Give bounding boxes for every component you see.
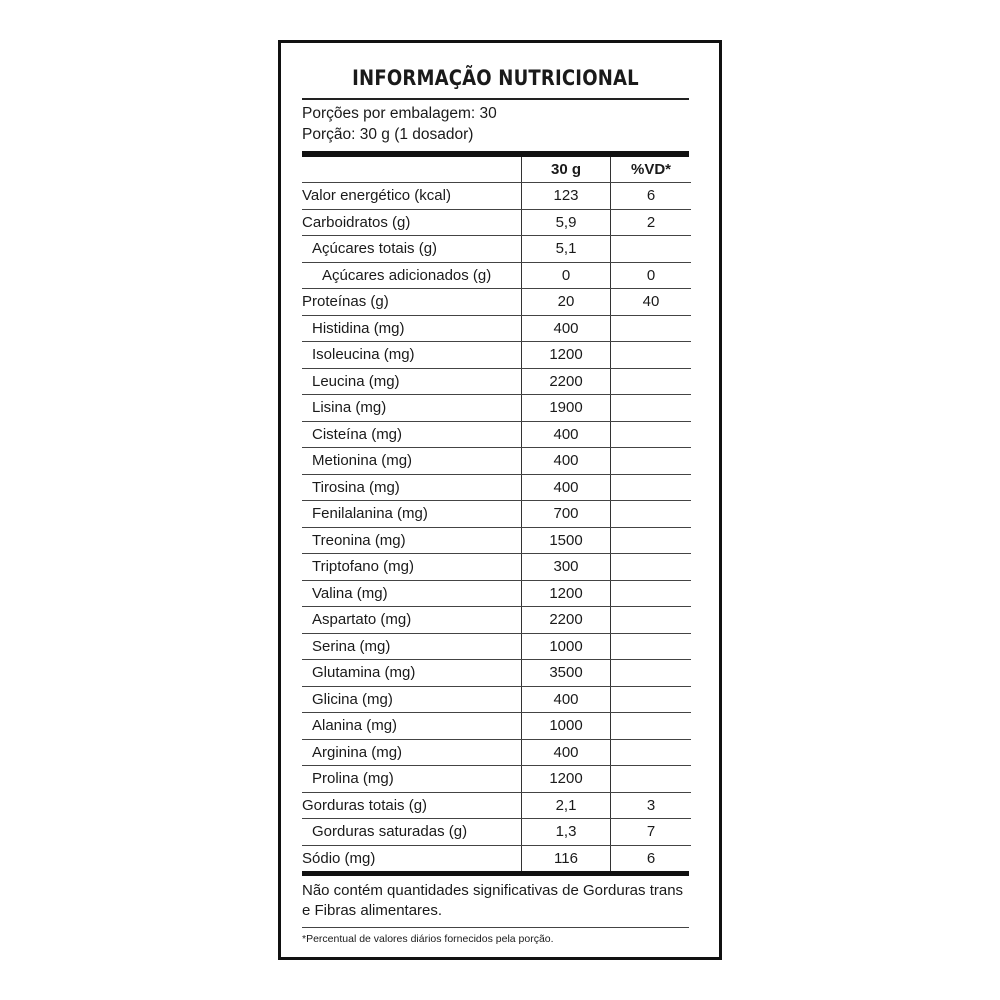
serving-info — [302, 100, 689, 151]
table-row — [302, 792, 691, 819]
nutrient-amount: 1200 — [522, 766, 611, 793]
table-row — [302, 766, 691, 793]
nutrient-name: Isoleucina (mg) — [302, 342, 522, 369]
nutrient-name: Serina (mg) — [302, 633, 522, 660]
nutrient-name: Cisteína (mg) — [302, 421, 522, 448]
nutrient-amount: 2200 — [522, 607, 611, 634]
title-row — [302, 58, 689, 100]
nutrient-amount: 1200 — [522, 342, 611, 369]
nutrient-dv — [611, 713, 692, 740]
nutrient-name: Glicina (mg) — [302, 686, 522, 713]
nutrient-amount: 1000 — [522, 713, 611, 740]
nutrient-name: Tirosina (mg) — [302, 474, 522, 501]
not-significant-note: Não contém quantidades significativas de Gorduras trans e Fibras alimentares. — [302, 876, 689, 928]
nutrient-dv — [611, 448, 692, 475]
nutrient-amount: 0 — [522, 262, 611, 289]
nutrient-dv — [611, 421, 692, 448]
table-row — [302, 554, 691, 581]
nutrient-dv — [611, 660, 692, 687]
nutrient-dv — [611, 315, 692, 342]
nutrient-name: Açúcares totais (g) — [302, 236, 522, 263]
nutrient-name: Leucina (mg) — [302, 368, 522, 395]
nutrient-name: Sódio (mg) — [302, 849, 376, 867]
nutrient-amount: 5,1 — [522, 236, 611, 263]
table-row — [302, 527, 691, 554]
nutrient-name: Proteínas (g) — [302, 289, 522, 316]
table-row — [302, 421, 691, 448]
nutrient-dv — [611, 633, 692, 660]
nutrient-dv: 6 — [646, 849, 656, 867]
table-row — [302, 580, 691, 607]
column-header-dv: %VD* — [611, 157, 692, 183]
nutrient-dv — [611, 607, 692, 634]
nutrient-dv: 0 — [611, 262, 692, 289]
nutrient-amount: 5,9 — [522, 209, 611, 236]
table-row — [302, 501, 691, 528]
nutrient-dv — [611, 766, 692, 793]
nutrient-amount: 116 — [522, 845, 611, 871]
nutrient-name: Glutamina (mg) — [302, 660, 522, 687]
nutrient-name: Triptofano (mg) — [302, 554, 522, 581]
nutrient-dv — [611, 527, 692, 554]
nutrient-amount: 1500 — [522, 527, 611, 554]
table-row — [302, 739, 691, 766]
table-row — [302, 395, 691, 422]
nutrient-name: Açúcares adicionados (g) — [302, 262, 522, 289]
nutrient-amount: 1,3 — [522, 819, 611, 846]
nutrient-dv — [611, 342, 692, 369]
nutrient-dv — [611, 739, 692, 766]
table-header-row — [302, 157, 691, 183]
nutrient-amount: 700 — [522, 501, 611, 528]
nutrient-amount: 400 — [522, 315, 611, 342]
nutrient-dv — [611, 686, 692, 713]
nutrient-amount: 400 — [522, 421, 611, 448]
table-row — [302, 448, 691, 475]
nutrient-amount: 400 — [522, 739, 611, 766]
nutrient-dv — [611, 474, 692, 501]
table-row — [302, 819, 691, 846]
nutrient-name: Aspartato (mg) — [302, 607, 522, 634]
nutrient-dv — [611, 395, 692, 422]
nutrient-name: Arginina (mg) — [302, 739, 522, 766]
nutrient-name: Carboidratos (g) — [302, 209, 522, 236]
table-row — [302, 209, 691, 236]
nutrient-amount: 2200 — [522, 368, 611, 395]
nutrient-amount: 400 — [522, 686, 611, 713]
table-row — [302, 713, 691, 740]
nutrition-label — [278, 40, 722, 960]
nutrient-dv — [611, 368, 692, 395]
label-title: INFORMAÇÃO NUTRICIONAL — [352, 66, 639, 90]
table-row — [302, 633, 691, 660]
nutrient-name: Fenilalanina (mg) — [302, 501, 522, 528]
nutrient-dv: 6 — [611, 183, 692, 210]
nutrient-name: Gorduras saturadas (g) — [302, 819, 522, 846]
nutrient-dv — [611, 501, 692, 528]
nutrient-amount: 1000 — [522, 633, 611, 660]
nutrient-amount: 1200 — [522, 580, 611, 607]
nutrient-name: Prolina (mg) — [302, 766, 522, 793]
table-row — [302, 660, 691, 687]
serving-size: Porção: 30 g (1 dosador) — [302, 126, 474, 143]
nutrient-dv: 3 — [611, 792, 692, 819]
table-row — [302, 315, 691, 342]
table-row — [302, 368, 691, 395]
table-row — [302, 289, 691, 316]
nutrient-name: Valina (mg) — [302, 580, 522, 607]
table-row — [302, 342, 691, 369]
nutrient-dv: 40 — [611, 289, 692, 316]
nutrient-dv: 7 — [611, 819, 692, 846]
nutrient-amount: 123 — [522, 183, 611, 210]
nutrient-amount: 400 — [522, 448, 611, 475]
nutrition-label-content — [302, 58, 689, 945]
nutrient-name: Histidina (mg) — [302, 315, 522, 342]
nutrient-dv — [611, 236, 692, 263]
header-blank — [302, 157, 522, 183]
nutrient-table — [302, 157, 691, 871]
nutrient-amount: 20 — [522, 289, 611, 316]
nutrient-amount: 400 — [522, 474, 611, 501]
nutrient-name: Metionina (mg) — [302, 448, 522, 475]
nutrient-dv: 2 — [611, 209, 692, 236]
table-row — [302, 236, 691, 263]
table-row — [302, 262, 691, 289]
nutrient-amount: 3500 — [522, 660, 611, 687]
column-header-amount: 30 g — [522, 157, 611, 183]
table-row — [302, 474, 691, 501]
nutrient-amount: 1900 — [522, 395, 611, 422]
nutrient-dv — [611, 580, 692, 607]
nutrient-name: Gorduras totais (g) — [302, 792, 522, 819]
table-row — [302, 845, 691, 871]
table-row — [302, 183, 691, 210]
table-row — [302, 686, 691, 713]
nutrient-name: Treonina (mg) — [302, 527, 522, 554]
dv-footnote: *Percentual de valores diários fornecidos pela porção. — [302, 933, 554, 945]
table-row — [302, 607, 691, 634]
nutrient-amount: 2,1 — [522, 792, 611, 819]
nutrient-name: Alanina (mg) — [302, 713, 522, 740]
nutrient-name: Lisina (mg) — [302, 395, 522, 422]
nutrient-dv — [611, 554, 692, 581]
nutrient-amount: 300 — [522, 554, 611, 581]
servings-per-package: Porções por embalagem: 30 — [302, 105, 497, 122]
nutrient-name: Valor energético (kcal) — [302, 183, 522, 210]
